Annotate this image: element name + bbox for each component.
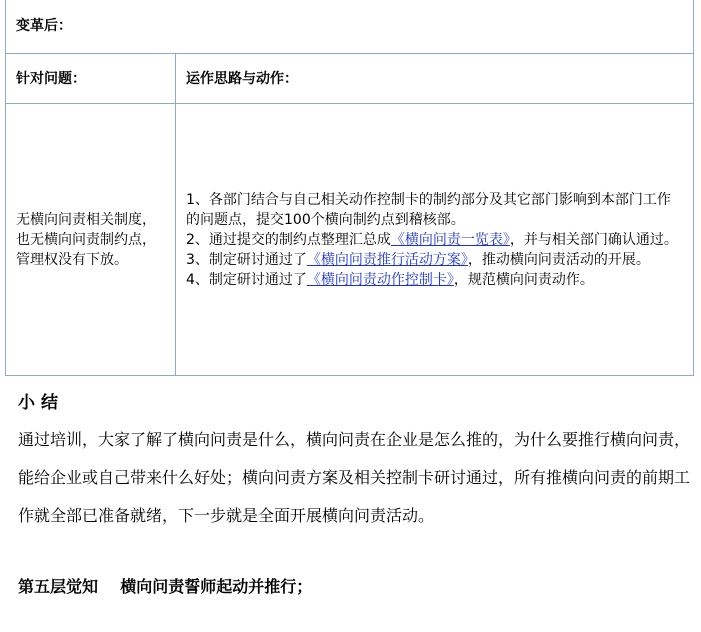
horizontal-accountability-list-link[interactable]: 《横向问责一览表》 [390, 231, 510, 248]
actions-cell [176, 104, 694, 376]
problem-cell: 无横向问责相关制度，也无横向问责制约点，管理权没有下放。 [6, 104, 176, 376]
action-item-1: 1、各部门结合与自己相关动作控制卡的制约部分及其它部门影响到本部门工作的问题点，提交100个横向制约点到稽核部。 [186, 191, 671, 228]
action-item-4-text: 4、制定研讨通过了 [186, 271, 307, 288]
section-heading: 第五层觉知 横向问责誓师起动并推行； [18, 577, 313, 596]
action-item-2-tail: ，并与相关部门确认通过。 [509, 231, 678, 248]
control-card-link[interactable]: 《横向问责动作控制卡》 [306, 271, 454, 288]
action-item-4-tail: ，规范横向问责动作。 [453, 271, 594, 288]
action-item-4 [186, 270, 683, 290]
action-item-2-text: 2、通过提交的制约点整理汇总成 [186, 231, 391, 248]
action-item-2 [186, 230, 683, 250]
action-item-3 [186, 250, 683, 270]
reform-table [5, 0, 694, 376]
action-item-3-text: 3、制定研讨通过了 [186, 251, 307, 268]
activity-plan-link[interactable]: 《横向问责推行活动方案》 [306, 251, 468, 268]
actions-column-header: 运作思路与动作： [176, 54, 694, 104]
summary-title: 小结 [18, 393, 64, 413]
problem-column-header: 针对问题： [6, 54, 176, 104]
after-reform-label: 变革后： [6, 0, 694, 54]
summary-body: 通过培训，大家了解了横向问责是什么，横向问责在企业是怎么推的，为什么要推行横向问责，能给企业或自己带来什么好处；横向问责方案及相关控制卡研讨通过，所有推横向问责的前期工作就全部已准备就绪，下一步就是全面开展横向问责活动。 [18, 430, 691, 525]
action-item-3-tail: ，推动横向问责活动的开展。 [467, 251, 650, 268]
